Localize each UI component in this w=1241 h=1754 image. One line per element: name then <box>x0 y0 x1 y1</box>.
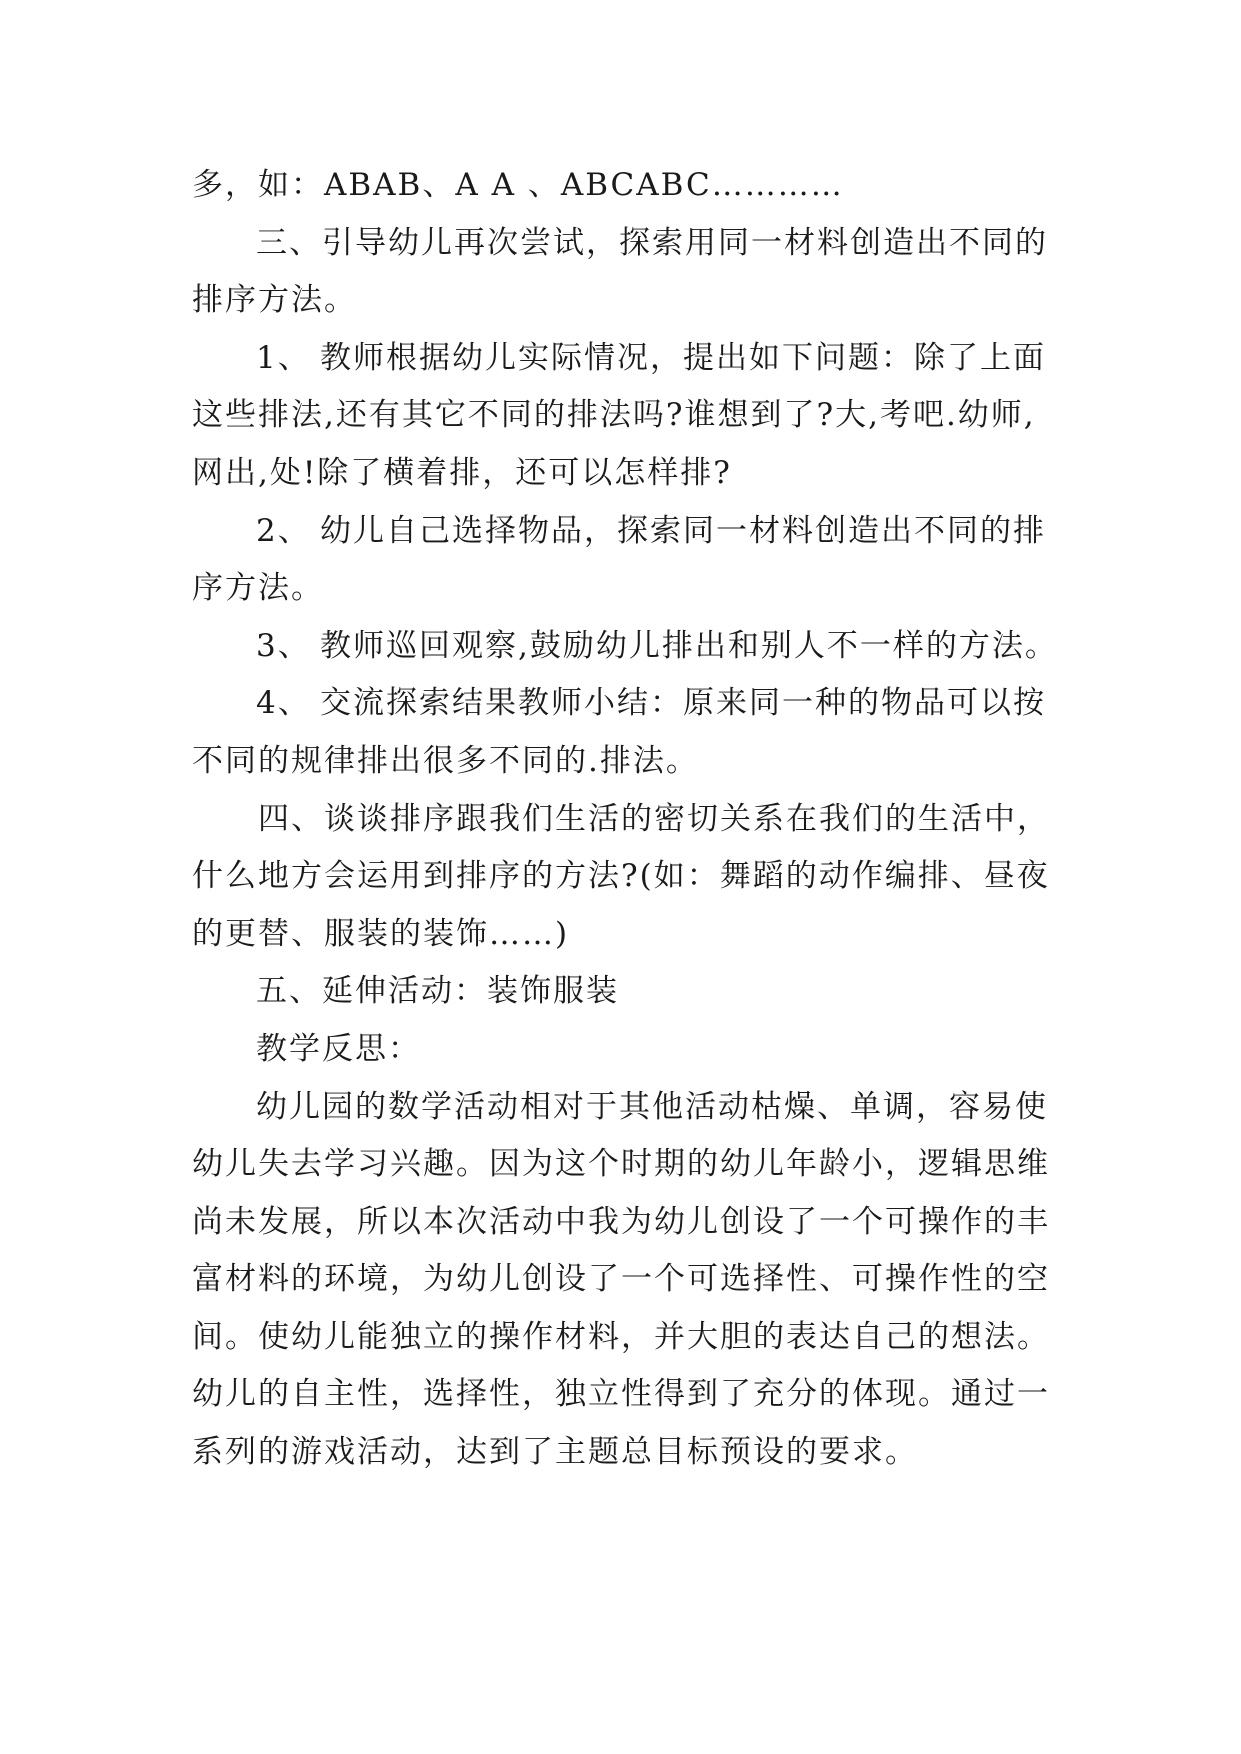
list-item-1 <box>192 330 1062 388</box>
text-line: 的更替、服装的装饰……) <box>192 915 570 952</box>
list-item-2 <box>192 503 1062 561</box>
text-line: 不同的规律排出很多不同的.排法。 <box>192 742 699 779</box>
section-heading-4: 四、谈谈排序跟我们生活的密切关系在我们的生活中， <box>258 800 1050 837</box>
list-number: 1、 <box>256 339 311 376</box>
text-line: 排序方法。 <box>192 282 357 319</box>
text-line: 多，如：ABAB、A A 、ABCABC………… <box>192 167 844 203</box>
text-line: 什么地方会运用到排序的方法?(如：舞蹈的动作编排、昼夜 <box>192 858 1050 895</box>
section-heading-5: 五、延伸活动：装饰服装 <box>256 973 619 1010</box>
text-line: 幼儿的自主性，选择性，独立性得到了充分的体现。通过一 <box>192 1376 1050 1413</box>
list-item-3 <box>192 618 1062 676</box>
list-item-4 <box>192 675 1062 733</box>
list-item-text: 交流探索结果教师小结：原来同一种的物品可以按 <box>320 685 1046 722</box>
reflection-heading: 教学反思： <box>256 1030 421 1067</box>
list-item-text: 教师根据幼儿实际情况，提出如下问题：除了上面 <box>320 339 1046 376</box>
text-line: 这些排法,还有其它不同的排法吗?谁想到了?大,考吧.幼师, <box>192 397 1036 434</box>
section-heading-3: 三、引导幼儿再次尝试，探索用同一材料创造出不同的 <box>256 224 1048 261</box>
text-line: 幼儿失去学习兴趣。因为这个时期的幼儿年龄小，逻辑思维 <box>192 1146 1050 1183</box>
text-line: 幼儿园的数学活动相对于其他活动枯燥、单调，容易使 <box>256 1088 1048 1125</box>
list-item-text: 幼儿自己选择物品，探索同一材料创造出不同的排 <box>320 512 1046 549</box>
text-line: 系列的游戏活动，达到了主题总目标预设的要求。 <box>192 1434 918 1471</box>
list-number: 4、 <box>256 685 311 722</box>
text-line: 网出,处!除了横着排，还可以怎样排? <box>192 454 732 491</box>
document-body <box>192 157 1062 1482</box>
text-line: 富材料的环境，为幼儿创设了一个可选择性、可操作性的空 <box>192 1261 1050 1298</box>
text-line: 尚未发展，所以本次活动中我为幼儿创设了一个可操作的丰 <box>192 1203 1050 1240</box>
list-number: 2、 <box>256 512 311 549</box>
list-number: 3、 <box>256 627 311 664</box>
text-line: 序方法。 <box>192 570 324 607</box>
text-line: 间。使幼儿能独立的操作材料，并大胆的表达自己的想法。 <box>192 1318 1050 1355</box>
list-item-text: 教师巡回观察,鼓励幼儿排出和别人不一样的方法。 <box>320 627 1058 664</box>
